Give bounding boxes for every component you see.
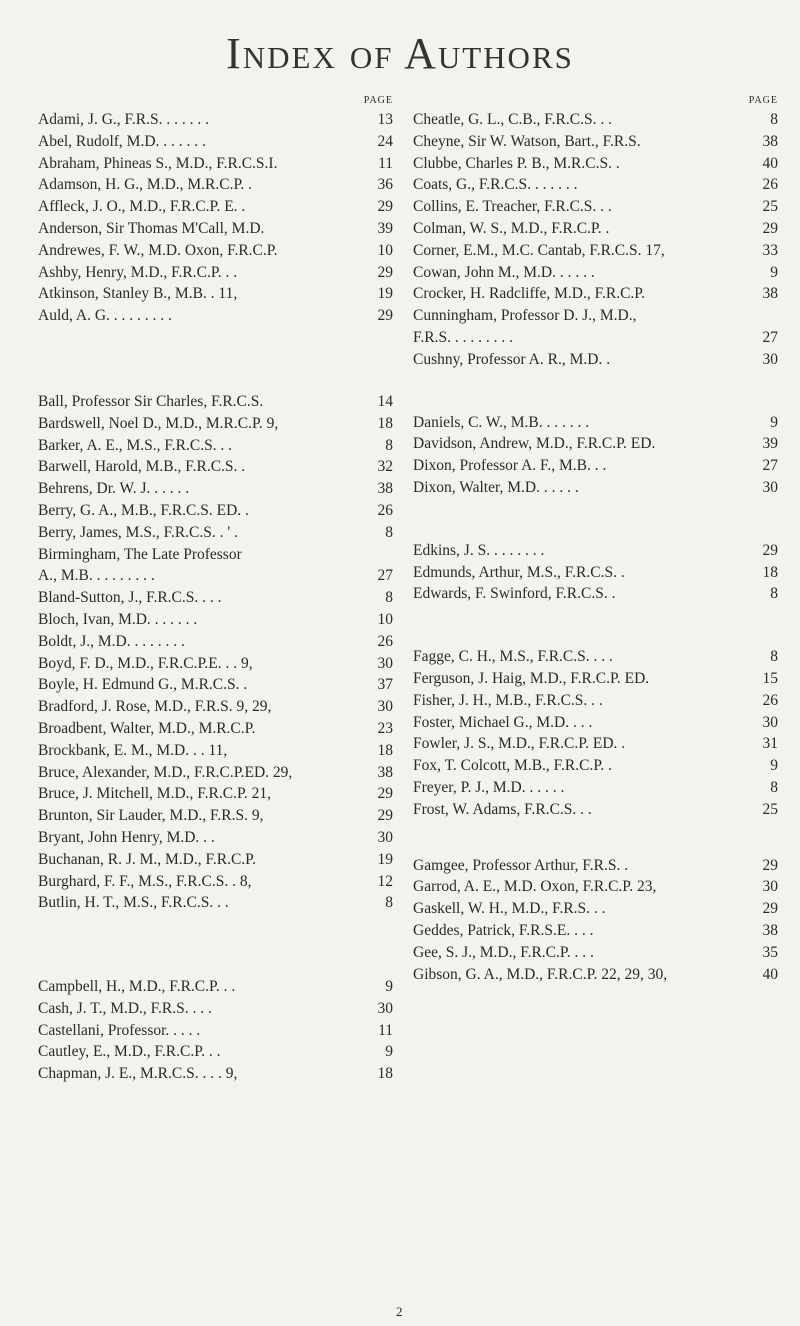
author-name: Garrod, A. E., M.D. Oxon, F.R.C.P. 23, [413,878,657,896]
index-entry [38,609,393,631]
page-ref: 25 [762,198,778,216]
index-entry [413,712,778,734]
index-entry [38,1020,393,1042]
index-entry [38,391,393,413]
author-name: Birmingham, The Late Professor [38,545,242,563]
page-ref: 8 [385,589,393,607]
page-ref: 19 [377,285,393,303]
author-name: Atkinson, Stanley B., M.B. . 11, [38,285,238,303]
author-name: Barwell, Harold, M.B., F.R.C.S. . [38,458,246,476]
index-entry [38,871,393,893]
page-ref: 29 [762,541,778,559]
author-name: Corner, E.M., M.C. Cantab, F.R.C.S. 17, [413,241,665,259]
index-entry [413,855,778,877]
page-ref: 8 [385,894,393,912]
page-ref: 33 [762,241,778,259]
page-ref: 30 [377,698,393,716]
page-ref: 30 [762,478,778,496]
author-name: Frost, W. Adams, F.R.C.S. . . [413,800,592,818]
index-entry [38,783,393,805]
index-entry [38,892,393,914]
author-name: F.R.S. . . . . . . . . [413,328,513,346]
page-ref: 26 [377,501,393,519]
index-entry [38,522,393,544]
index-entry [38,718,393,740]
page-ref: 27 [762,457,778,475]
page-ref: 30 [377,828,393,846]
index-entry [38,435,393,457]
page-ref: 40 [762,965,778,983]
page-ref: 18 [377,1065,393,1083]
page-ref: 29 [377,785,393,803]
author-name: Foster, Michael G., M.D. . . . [413,713,593,731]
page-ref: 27 [762,328,778,346]
author-name: Andrewes, F. W., M.D. Oxon, F.R.C.P. [38,241,278,259]
author-name: Cheyne, Sir W. Watson, Bart., F.R.S. [413,132,641,150]
index-entry [38,849,393,871]
author-name: Colman, W. S., M.D., F.R.C.P. . [413,219,610,237]
author-name: Collins, E. Treacher, F.R.C.S. . . [413,198,612,216]
index-entry [413,646,778,668]
page-ref: 35 [762,943,778,961]
author-name: A., M.B. . . . . . . . . [38,567,155,585]
author-name: Bloch, Ivan, M.D. . . . . . . [38,610,198,628]
index-entry [413,153,778,175]
index-entry [38,565,393,587]
author-name: Chapman, J. E., M.R.C.S. . . . 9, [38,1065,238,1083]
index-entry [413,109,778,131]
author-name: Auld, A. G. . . . . . . . . [38,307,172,325]
page-ref: 29 [377,807,393,825]
author-name: Bryant, John Henry, M.D. . . [38,828,215,846]
author-name: Gee, S. J., M.D., F.R.C.P. . . . [413,943,594,961]
index-entry [413,240,778,262]
author-name: Bruce, J. Mitchell, M.D., F.R.C.P. 21, [38,785,271,803]
index-entry [38,587,393,609]
page-ref: 29 [762,900,778,918]
index-entry [38,740,393,762]
index-entry [413,799,778,821]
page-ref: 30 [762,713,778,731]
author-name: Broadbent, Walter, M.D., M.R.C.P. [38,719,256,737]
page-ref: 8 [770,778,778,796]
page-ref: 38 [377,480,393,498]
page-ref: 9 [385,1043,393,1061]
index-section-a [38,109,393,327]
author-name: Gibson, G. A., M.D., F.R.C.P. 22, 29, 30, [413,965,668,983]
page-ref: 30 [377,654,393,672]
author-name: Dixon, Walter, M.D. . . . . . [413,478,579,496]
page-ref: 38 [377,763,393,781]
page-ref: 9 [770,263,778,281]
index-entry [413,942,778,964]
index-section-e [413,540,778,605]
index-section-g [413,855,778,986]
index-entry [38,153,393,175]
author-name: Boyd, F. D., M.D., F.R.C.P.E. . . 9, [38,654,253,672]
author-name: Burghard, F. F., M.S., F.R.C.S. . 8, [38,872,252,890]
page-ref: 24 [377,132,393,150]
index-column-left [38,93,393,1085]
index-entry [413,349,778,371]
index-entry [413,898,778,920]
author-name: Ferguson, J. Haig, M.D., F.R.C.P. ED. [413,669,650,687]
author-name: Cunningham, Professor D. J., M.D., [413,307,637,325]
author-name: Bland-Sutton, J., F.R.C.S. . . . [38,589,222,607]
page-ref: 8 [385,436,393,454]
page-ref: 26 [377,632,393,650]
page-ref: 30 [762,878,778,896]
author-name: Butlin, H. T., M.S., F.R.C.S. . . [38,894,229,912]
index-entry [38,305,393,327]
page-ref: 38 [762,132,778,150]
index-entry [38,413,393,435]
author-name: Barker, A. E., M.S., F.R.C.S. . . [38,436,233,454]
index-entry [38,674,393,696]
page-ref: 29 [377,263,393,281]
index-section-f [413,646,778,820]
page-ref: 8 [385,523,393,541]
page-ref: 13 [377,111,393,128]
author-name: Bradford, J. Rose, M.D., F.R.S. 9, 29, [38,698,272,716]
author-name: Brockbank, E. M., M.D. . . 11, [38,741,228,759]
index-entry [413,262,778,284]
index-section-c-left [38,976,393,1085]
index-entry [413,920,778,942]
index-entry [38,478,393,500]
author-name: Coats, G., F.R.C.S. . . . . . . [413,176,578,194]
author-name: Bruce, Alexander, M.D., F.R.C.P.ED. 29, [38,763,293,781]
author-name: Fowler, J. S., M.D., F.R.C.P. ED. . [413,735,626,753]
author-name: Boldt, J., M.D. . . . . . . . [38,632,185,650]
author-name: Edkins, J. S. . . . . . . . [413,541,545,559]
index-entry [413,690,778,712]
author-name: Campbell, H., M.D., F.R.C.P. . . [38,978,236,996]
author-name: Edmunds, Arthur, M.S., F.R.C.S. . [413,563,625,581]
author-name: Cowan, John M., M.D. . . . . . [413,263,595,281]
index-entry [38,283,393,305]
index-section-c [413,109,778,371]
page-ref: 29 [762,856,778,874]
page-ref: 38 [762,285,778,303]
index-entry [413,433,778,455]
index-entry [38,805,393,827]
index-section-d [413,412,778,499]
index-entry [413,283,778,305]
author-name: Affleck, J. O., M.D., F.R.C.P. E. . [38,198,246,216]
page-ref: 12 [377,872,393,890]
index-entry [413,196,778,218]
page-ref: 18 [377,414,393,432]
page-ref: 30 [762,350,778,368]
author-name: Davidson, Andrew, M.D., F.R.C.P. ED. [413,435,656,453]
index-entry [38,174,393,196]
index-entry [38,456,393,478]
author-name: Geddes, Patrick, F.R.S.E. . . . [413,921,594,939]
page-ref: 36 [377,176,393,194]
page-ref: 37 [377,676,393,694]
page-ref: 27 [377,567,393,585]
page-ref: 29 [762,219,778,237]
author-name: Bardswell, Noel D., M.D., M.R.C.P. 9, [38,414,279,432]
author-name: Fagge, C. H., M.S., F.R.C.S. . . . [413,648,613,666]
page-ref: 14 [377,392,393,410]
index-entry [38,998,393,1020]
index-entry [38,762,393,784]
index-entry [38,218,393,240]
index-entry [413,477,778,499]
page-ref: 19 [377,850,393,868]
index-entry [413,733,778,755]
page-ref: 23 [377,719,393,737]
index-entry [38,240,393,262]
index-entry [413,562,778,584]
page-ref: 32 [377,458,393,476]
index-entry [413,876,778,898]
index-entry [413,668,778,690]
index-entry [38,109,393,131]
index-entry [413,755,778,777]
index-entry [38,196,393,218]
page-ref: 10 [377,241,393,259]
author-name: Brunton, Sir Lauder, M.D., F.R.S. 9, [38,807,264,825]
index-section-b [38,391,393,914]
author-name: Boyle, H. Edmund G., M.R.C.S. . [38,676,248,694]
page-ref: 29 [377,198,393,216]
index-entry [38,500,393,522]
page-ref: 9 [385,978,393,996]
page-column-header: PAGE [363,95,393,106]
author-name: Dixon, Professor A. F., M.B. . . [413,457,607,475]
page-ref: 8 [770,111,778,128]
author-name: Edwards, F. Swinford, F.R.C.S. . [413,585,616,603]
page-ref: 11 [378,154,393,172]
author-name: Crocker, H. Radcliffe, M.D., F.R.C.P. [413,285,646,303]
page-ref: 26 [762,691,778,709]
index-entry [413,583,778,605]
author-name: Fox, T. Colcott, M.B., F.R.C.P. . [413,757,612,775]
author-name: Cheatle, G. L., C.B., F.R.C.S. . . [413,111,612,128]
index-entry [38,827,393,849]
index-entry [38,1041,393,1063]
author-name: Buchanan, R. J. M., M.D., F.R.C.P. [38,850,256,868]
author-name: Gamgee, Professor Arthur, F.R.S. . [413,856,629,874]
index-entry [38,544,393,566]
author-name: Clubbe, Charles P. B., M.R.C.S. . [413,154,620,172]
author-name: Berry, James, M.S., F.R.C.S. . ' . [38,523,238,541]
index-entry [38,131,393,153]
page-ref: 18 [762,563,778,581]
author-name: Ashby, Henry, M.D., F.R.C.P. . . [38,263,238,281]
page-title: Index of Authors [226,29,574,78]
author-name: Adami, J. G., F.R.S. . . . . . . [38,111,209,128]
author-name: Gaskell, W. H., M.D., F.R.S. . . [413,900,606,918]
index-entry [413,540,778,562]
index-entry [38,262,393,284]
page-ref: 39 [377,219,393,237]
author-name: Cushny, Professor A. R., M.D. . [413,350,611,368]
page-ref: 40 [762,154,778,172]
index-entry [38,976,393,998]
index-entry [413,305,778,327]
index-entry [413,327,778,349]
page-ref: 8 [770,648,778,666]
page-ref: 18 [377,741,393,759]
page-ref: 29 [377,307,393,325]
index-column-right [413,93,778,985]
page-ref: 11 [378,1021,393,1039]
index-entry [413,174,778,196]
index-entry [413,412,778,434]
author-name: Behrens, Dr. W. J. . . . . . [38,480,190,498]
index-entry [38,653,393,675]
author-name: Fisher, J. H., M.B., F.R.C.S. . . [413,691,603,709]
page-number: 2 [396,1304,403,1319]
page-column-header: PAGE [748,95,778,106]
page-ref: 31 [762,735,778,753]
page-ref: 8 [770,585,778,603]
author-name: Freyer, P. J., M.D. . . . . . [413,778,565,796]
author-name: Castellani, Professor. . . . . [38,1021,201,1039]
author-name: Ball, Professor Sir Charles, F.R.C.S. [38,392,264,410]
index-entry [38,696,393,718]
page-ref: 10 [377,610,393,628]
author-name: Cash, J. T., M.D., F.R.S. . . . [38,999,212,1017]
page-ref: 39 [762,435,778,453]
index-entry [413,218,778,240]
page-ref: 9 [770,757,778,775]
author-name: Daniels, C. W., M.B. . . . . . . [413,413,590,431]
author-name: Berry, G. A., M.B., F.R.C.S. ED. . [38,501,249,519]
page-ref: 30 [377,999,393,1017]
index-entry [413,455,778,477]
page-ref: 26 [762,176,778,194]
index-entry [413,777,778,799]
index-entry [38,631,393,653]
index-entry [413,964,778,986]
author-name: Adamson, H. G., M.D., M.R.C.P. . [38,176,253,194]
author-name: Cautley, E., M.D., F.R.C.P. . . [38,1043,221,1061]
page-ref: 38 [762,921,778,939]
page-ref: 9 [770,413,778,431]
index-entry [38,1063,393,1085]
author-name: Anderson, Sir Thomas M'Call, M.D. [38,219,265,237]
page-ref: 25 [762,800,778,818]
author-name: Abel, Rudolf, M.D. . . . . . . [38,132,206,150]
index-entry [413,131,778,153]
page-ref: 15 [762,669,778,687]
author-name: Abraham, Phineas S., M.D., F.R.C.S.I. [38,154,278,172]
